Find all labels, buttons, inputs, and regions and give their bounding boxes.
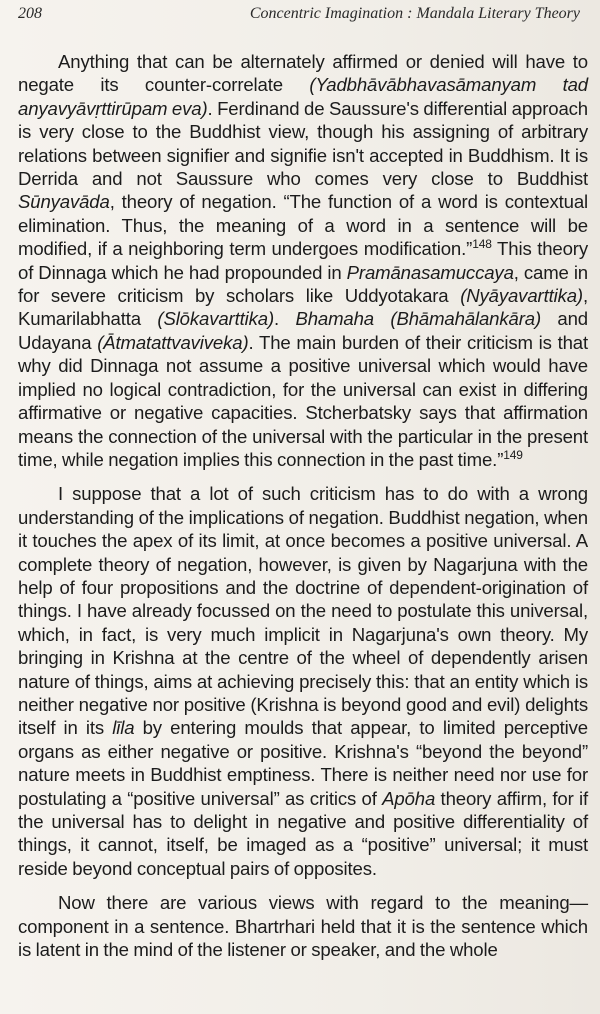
- footnote-ref: 148: [472, 237, 492, 252]
- italic-term: Sūnyavāda: [18, 191, 110, 213]
- text-run: . The main burden of their criticism is that why did Dinnaga not assume a positive universal which would have implied no logical contradiction, for the universal can exist in differing affirmative or negative capacities. Stcherbatsky says that affirmation means the connection of the universal with the particular in the present time, while negation implies this connection in the past time.”: [18, 331, 589, 470]
- text-run: . Ferdinand de Saussure's differential approach is very close to the Buddhist view, though his assigning of arbitrary relations between signifier and signifie isn't accepted in Buddhism. It is Derrida and not Saussure who comes very close to Buddhist: [18, 97, 588, 190]
- italic-term: līla: [112, 717, 135, 739]
- running-title: Concentric Imagination : Mandala Literary Theory: [249, 5, 580, 22]
- text-run: Anything that can be alternately affirmed or denied will have to negate its counter-correlate: [18, 51, 588, 96]
- text-run: and Udayana: [18, 308, 588, 353]
- italic-term: Bhamaha (Bhāmahālankāra): [295, 308, 541, 330]
- page-header: [18, 5, 580, 29]
- page-number: 208: [18, 5, 42, 22]
- text-run: by entering moulds that appear, to limited perceptive organs as either negative or positive. Krishna's “beyond the beyond” nature meets in Buddhist emptiness. There is neither need nor use for postulating a “positive universal” as critics of: [18, 717, 588, 809]
- italic-term: (Slōkavarttika): [157, 308, 274, 330]
- body-text: [18, 50, 588, 972]
- italic-term: (Yadbhāvābhavasāmanyam tad anyavyāvṛttirūpam eva): [18, 74, 588, 119]
- text-run: I suppose that a lot of such criticism has to do with a wrong understanding of the implications of negation. Buddhist negation, when it touches the apex of its limit, at once becomes a positive universal. A complete theory of negation, however, is given by Nagarjuna with the help of four propositions and the doctrine of dependent-origination of things. I have already focussed on the need to postulate this universal, which, in fact, is very much implicit in Nagarjuna's own theory. My bringing in Krishna at the centre of the wheel of dependently arisen nature of things, aims at achieving precisely this: that an entity which is neither negative nor positive (Krishna is beyond good and evil) delights itself in its: [18, 483, 588, 739]
- italic-term: (Ātmatattvaviveka): [97, 331, 249, 353]
- text-run: , theory of negation. “The function of a word is contextual elimination. Thus, the meaning of a word in a sentence will be modified, if a neighboring term undergoes modification.”: [18, 191, 588, 260]
- text-run: .: [273, 308, 296, 330]
- italic-term: (Nyāyavarttika): [460, 285, 583, 307]
- text-run: , Kumarilabhatta: [18, 285, 588, 330]
- italic-term: Pramānasamuccaya: [346, 261, 514, 283]
- paragraph: [18, 891, 588, 961]
- italic-term: Apōha: [382, 787, 436, 809]
- text-run: This theory of Dinnaga which he had propounded in: [18, 238, 588, 283]
- text-run: , came in for severe criticism by scholars like Uddyotakara: [18, 261, 588, 307]
- text-run: theory affirm, for if the universal has to delight in negative and positive differentiality of things, it cannot, itself, be imaged as a “positive” universal; it must reside beyond conceptual pairs of opposites.: [18, 787, 588, 879]
- text-run: Now there are various views with regard to the meaning—component in a sentence. Bhartrhari held that it is the sentence which is latent in the mind of the listener or speaker, and the whole: [18, 892, 588, 961]
- footnote-ref: 149: [503, 447, 523, 462]
- paragraph: [18, 482, 588, 880]
- paragraph: [18, 50, 588, 471]
